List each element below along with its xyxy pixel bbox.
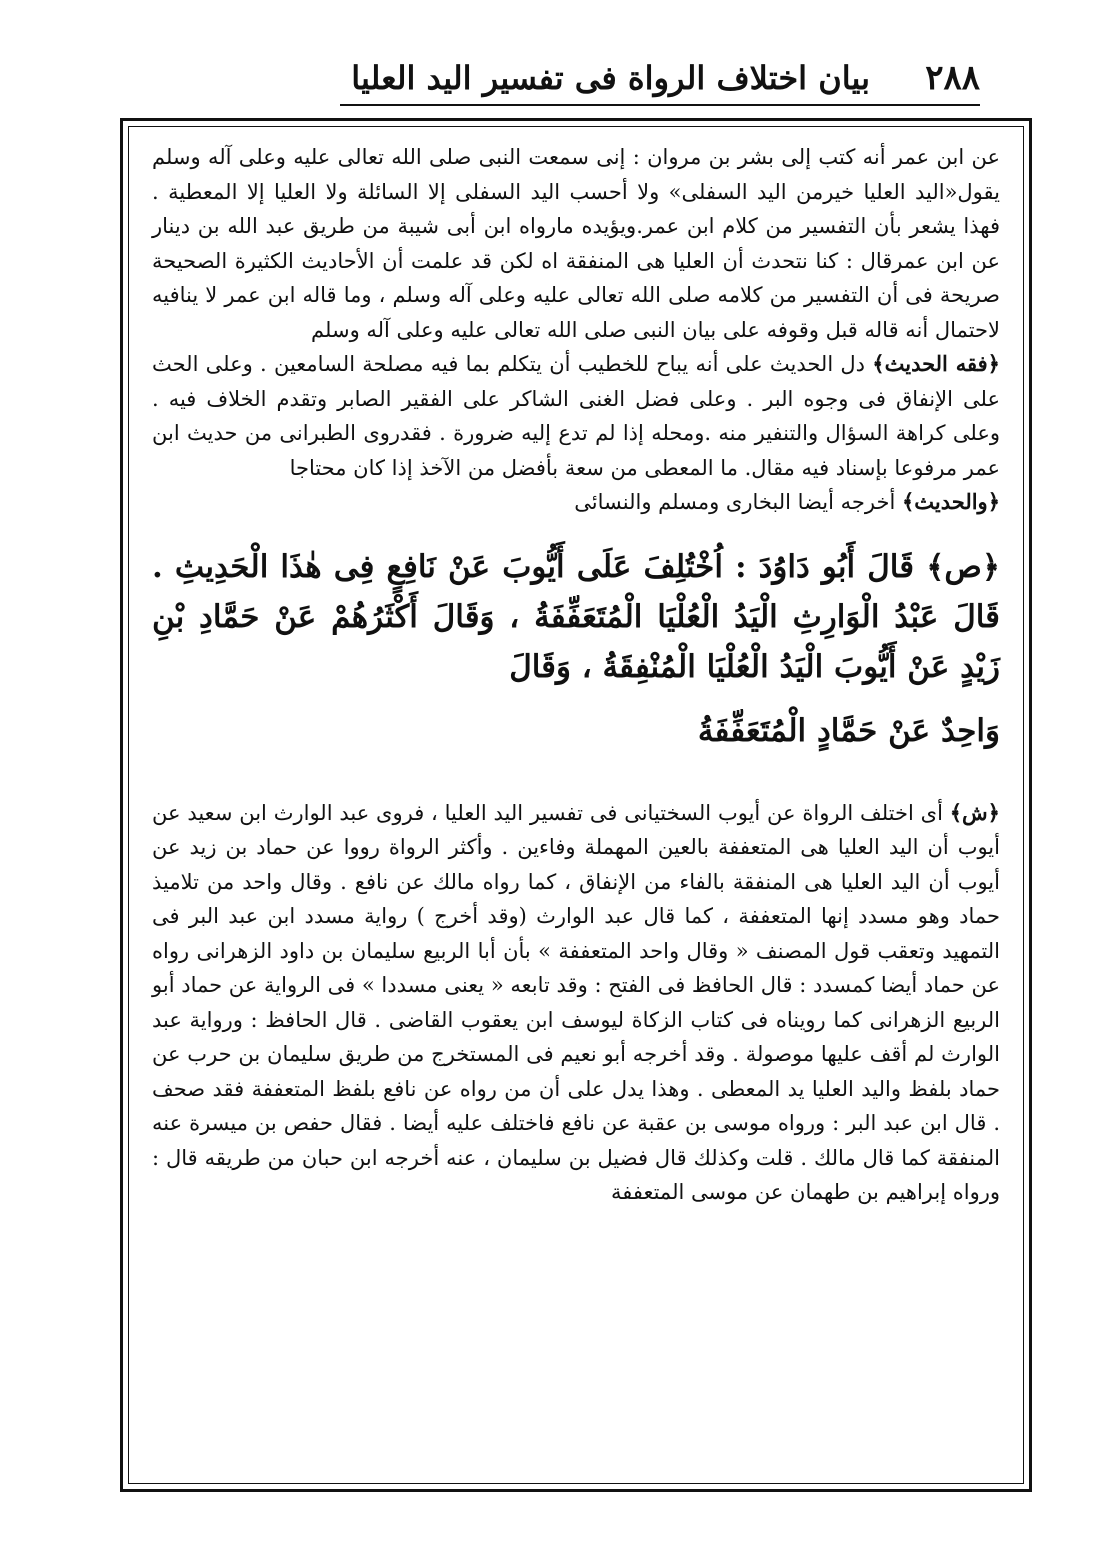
commentary-paragraph-1: عن ابن عمر أنه كتب إلى بشر بن مروان : إنى سمعت النبى صلى الله تعالى عليه وعلى آله وسلم يقول«اليد العليا خيرمن اليد السفلى» ولا أحسب اليد السفلى إلا السائلة ولا العليا إلا المعطية . فهذا يشعر بأن التفسير من كلام ابن عمر.ويؤيده مارواه ابن أبى شيبة من طريق عبد الله بن دينار عن ابن عمرقال : كنا نتحدث أن العليا هى المنفقة اه لكن قد علمت أن الأحاديث الكثيرة الصحيحة صريحة فى أن التفسير من كلامه صلى الله تعالى عليه وعلى آله وسلم ، وما قاله ابن عمر لا ينافيه لاحتمال أنه قاله قبل وقوفه على بيان النبى صلى الله تعالى عليه وعلى آله وسلم [152, 145, 1000, 342]
sharh-paragraph [152, 796, 1000, 1210]
matn-last-line: وَاحِدٌ عَنْ حَمَّادٍ الْمُتَعَفِّفَةُ [697, 712, 1000, 749]
fiqh-text: دل الحديث على أنه يباح للخطيب أن يتكلم بما فيه مصلحة السامعين . وعلى الحث على الإنفاق فى وجوه البر . وعلى فضل الغنى الشاكر على الفقير الصابر وتقدم الخلاف فيه . وعلى كراهة السؤال والتنفير منه .ومحله إذا لم تدع إليه ضرورة . فقدروى الطبرانى من حديث ابن عمر مرفوعا بإسناد فيه مقال. ما المعطى من سعة بأفضل من الآخذ إذا كان محتاجا [152, 352, 1000, 480]
fiqh-label: ﴿فقه الحديث﴾ [872, 351, 1000, 376]
takhrij-text: أخرجه أيضا البخارى ومسلم والنسائى [574, 490, 896, 514]
takhrij-paragraph [152, 485, 1000, 520]
page-number: ٢٨٨ [925, 58, 980, 98]
takhrij-label: ﴿والحديث﴾ [901, 489, 1000, 514]
page-content [152, 140, 1000, 1210]
fiqh-paragraph [152, 347, 1000, 485]
matn-paragraph [152, 542, 1000, 692]
sharh-label: ﴿ش﴾ [949, 799, 1000, 825]
matn-text: قَالَ أَبُو دَاوُدَ : اُخْتُلِفَ عَلَى أَيُّوبَ عَنْ نَافِعٍ فِى هٰذَا الْحَدِيثِ . قَالَ عَبْدُ الْوَارِثِ الْيَدُ الْعُلْيَا الْمُتَعَفِّفَةُ ، وَقَالَ أَكْثَرُهُمْ عَنْ حَمَّادِ بْنِ زَيْدٍ عَنْ أَيُّوبَ الْيَدُ الْعُلْيَا الْمُنْفِقَةُ ، وَقَالَ [152, 548, 1000, 685]
header-rule [340, 104, 980, 106]
page-header [340, 58, 980, 108]
matn-label: ﴿ص﴾ [926, 548, 1000, 585]
running-title: بيان اختلاف الرواة فى تفسير اليد العليا [351, 59, 870, 97]
sharh-text: أى اختلف الرواة عن أيوب السختيانى فى تفسير اليد العليا ، فروى عبد الوارث ابن سعيد عن أيوب أن اليد العليا هى المتعففة بالعين المهملة وفاءين . وأكثر الرواة رووا عن حماد بن زيد عن أيوب أن اليد العليا هى المنفقة بالفاء من الإنفاق ، كما رواه مالك عن نافع . وقال واحد من تلاميذ حماد وهو مسدد إنها المتعففة ، كما قال عبد الوارث (وقد أخرج ) رواية مسدد ابن عبد البر فى التمهيد وتعقب قول المصنف « وقال واحد المتعففة » بأن أبا الربيع سليمان بن داود الزهرانى رواه عن حماد أيضا كمسدد : قال الحافظ فى الفتح : وقد تابعه « يعنى مسددا » فى الرواية عن حماد أبو الربيع الزهرانى كما رويناه فى كتاب الزكاة ليوسف ابن يعقوب القاضى . قال الحافظ : ورواية عبد الوارث لم أقف عليها موصولة . وقد أخرجه أبو نعيم فى المستخرج من طريق سليمان بن حرب عن حماد بلفظ واليد العليا يد المعطى . وهذا يدل على أن من رواه عن نافع بلفظ المتعففة فقد صحف . قال ابن عبد البر : ورواه موسى بن عقبة عن نافع فاختلف عليه أيضا . فقال حفص بن ميسرة عنه المنفقة كما قال مالك . قلت وكذلك قال فضيل بن سليمان ، عنه أخرجه ابن حبان من طريقه قال : ورواه إبراهيم بن طهمان عن موسى المتعففة [152, 800, 1000, 1204]
